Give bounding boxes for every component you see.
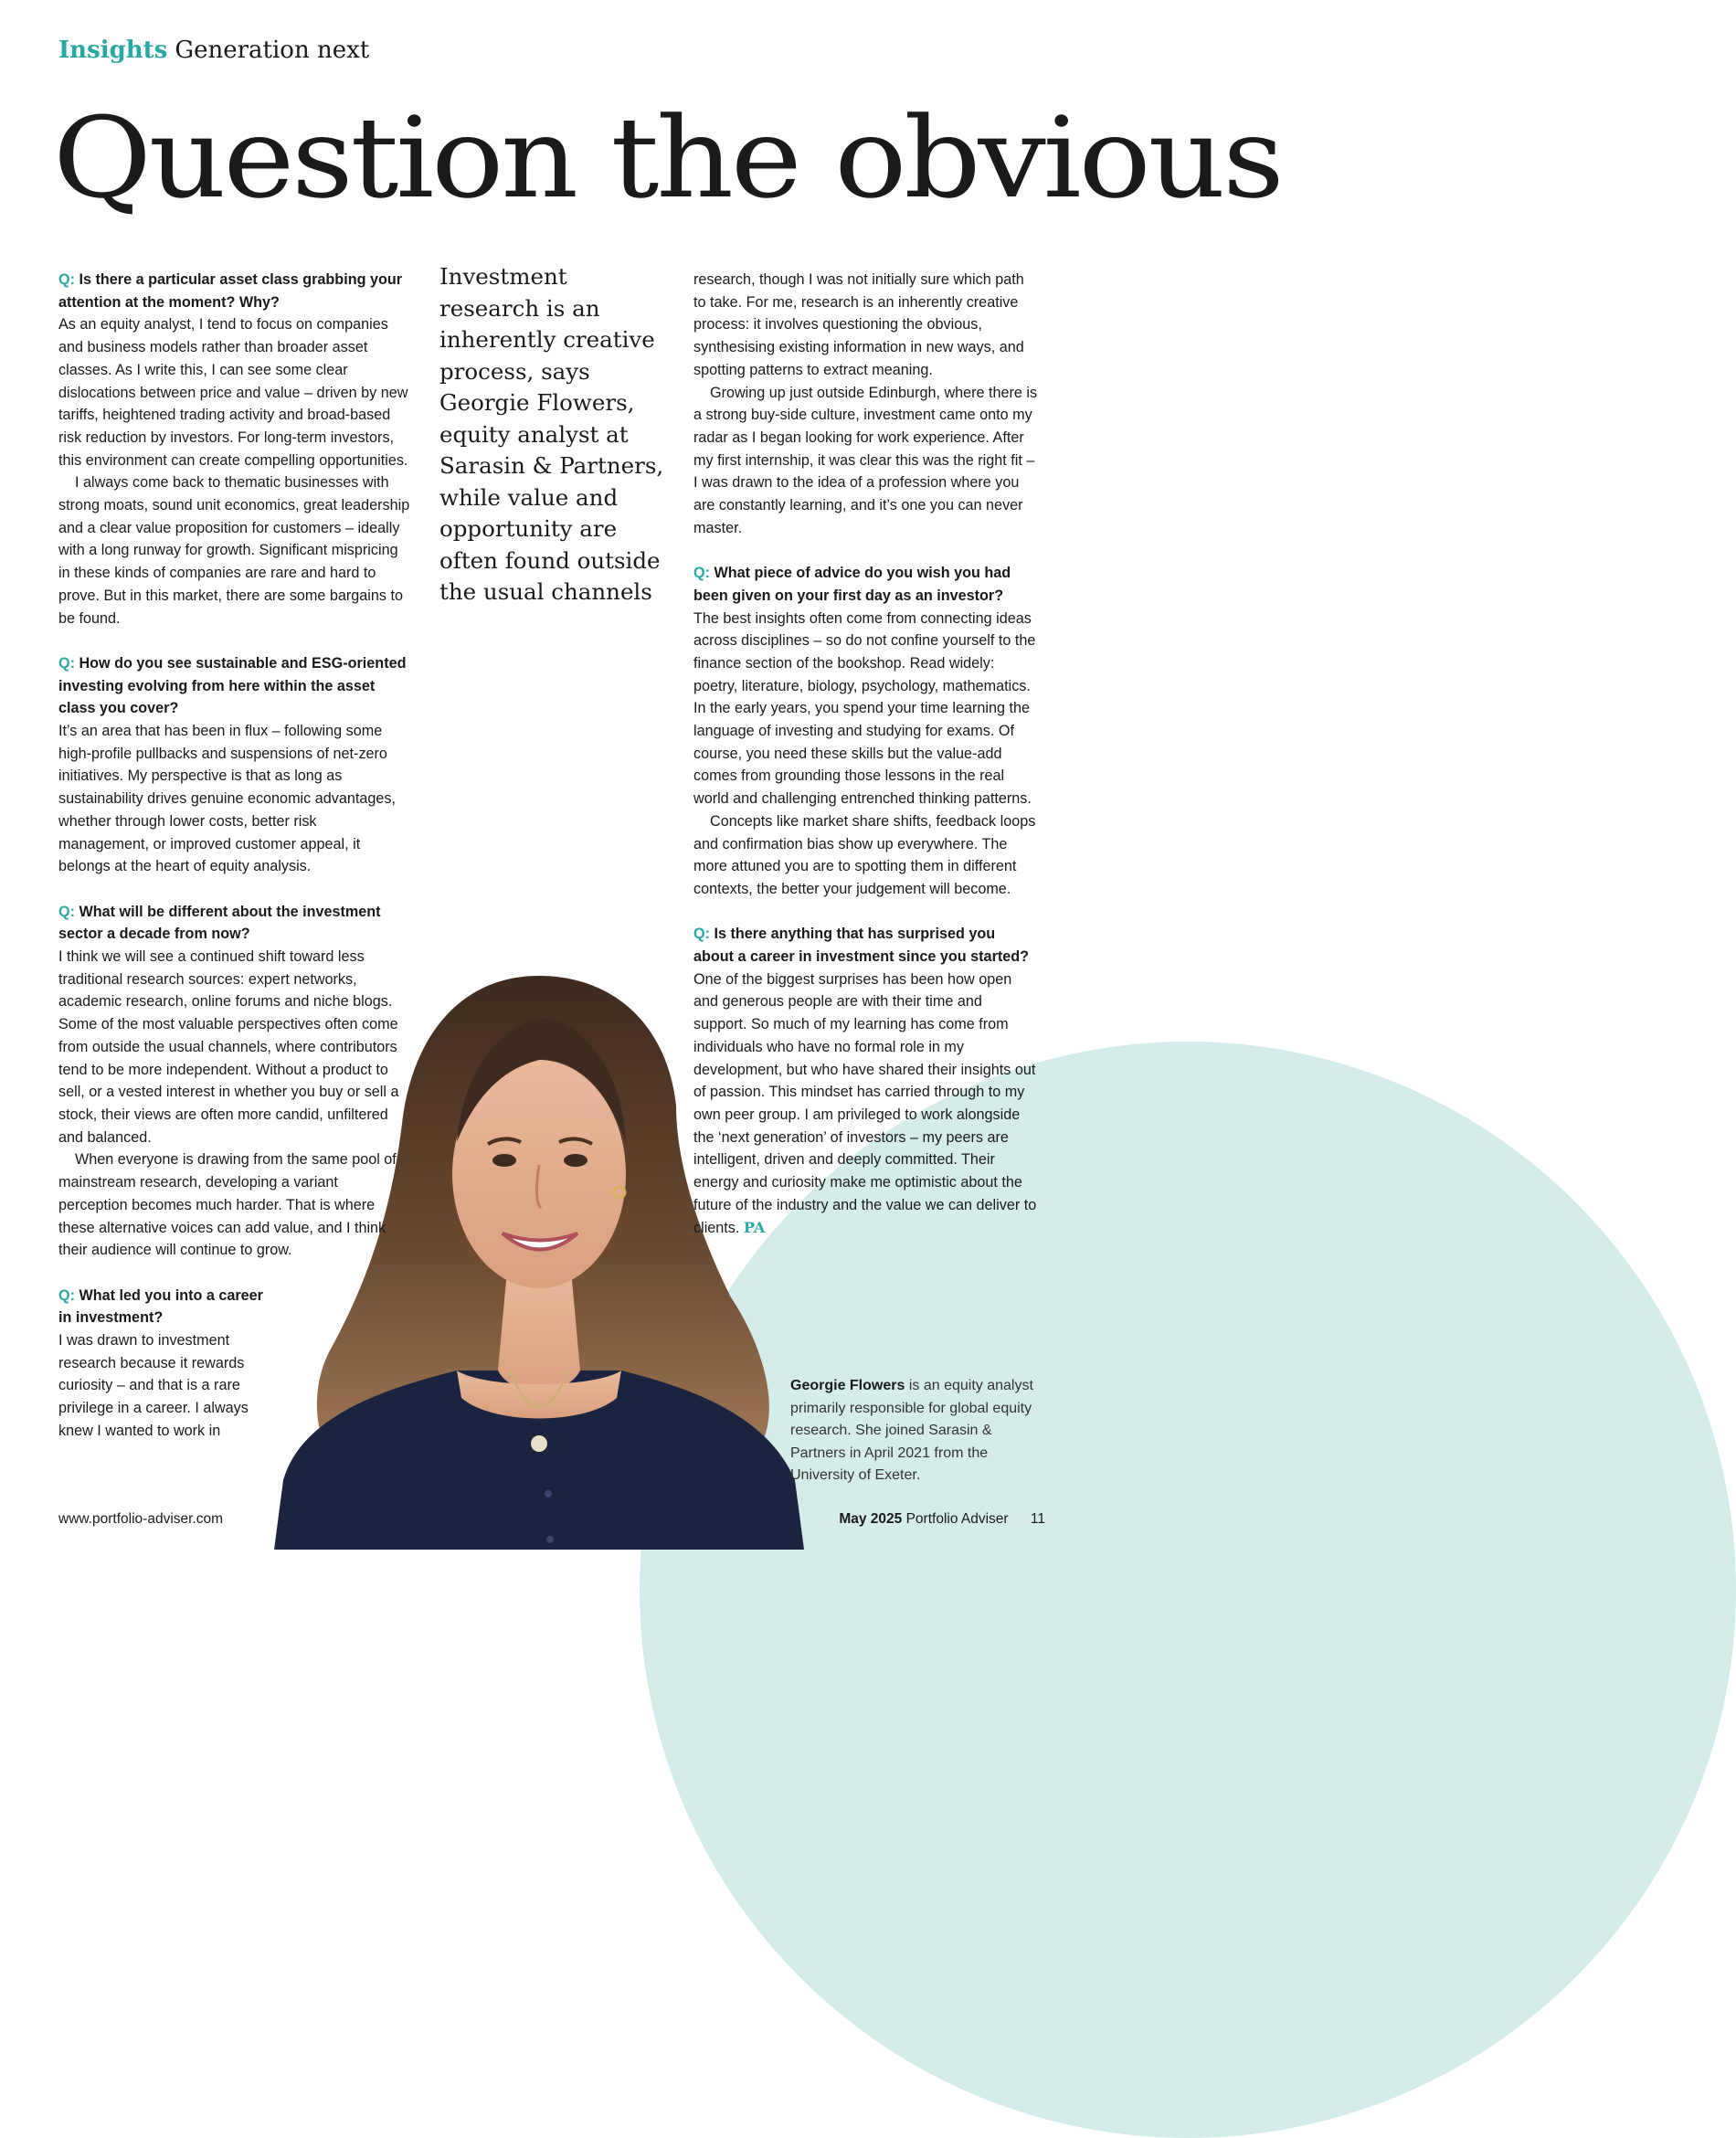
q-label: Q: (58, 903, 75, 920)
answer-paragraph: I always come back to thematic businesses with strong moats, sound unit economics, great leadership and a clear value proposition for customers – ideally with a long runway for growth. Significant mispricing in these kinds of companies are rare and hard to prove. But in this market, there are some bargains to be found. (58, 474, 410, 627)
q-label: Q: (58, 1286, 75, 1304)
author-bio (790, 1375, 1046, 1487)
page-number: 11 (1030, 1511, 1045, 1527)
answer-paragraph: When everyone is drawing from the same pool of mainstream research, developing a variant perception becomes much harder. That is where these alternative voices can add value, and I think their audience will continue to grow. (58, 1151, 397, 1259)
footer-url[interactable]: www.portfolio-adviser.com (58, 1511, 224, 1527)
article-column-left (58, 269, 410, 1443)
question-text: What led you into a career in investment? (58, 1286, 263, 1327)
answer-paragraph-continued: research, though I was not initially sure which path to take. For me, research is an inherently creative process: it involves questioning the obvious, synthesising existing information in new ways, and spotting patterns to extract meaning. (693, 271, 1024, 378)
answer-paragraph: I was drawn to investment research because it rewards curiosity – and that is a rare privilege in a career. I always knew I wanted to work in (58, 1332, 249, 1439)
q-label: Q: (693, 565, 710, 582)
question (58, 652, 410, 720)
answer-paragraph: It’s an area that has been in flux – following some high-profile pullbacks and suspensions of net-zero initiatives. My perspective is that as long as sustainability drives genuine economic advantages, whether through lower costs, better risk management, or improved customer appeal, it belongs at the heart of equity analysis. (58, 723, 396, 875)
question-text: Is there anything that has surprised you about a career in investment since you started? (693, 926, 1030, 966)
answer-text: One of the biggest surprises has been how open and generous people are with their time and support. So much of my learning has come from individuals who have no formal role in my development, but who have shared their insights out of passion. This mindset has carried through to my own peer group. I am privileged to work alongside the ‘next generation’ of investors – my peers are intelligent, driven and deeply committed. Their energy and curiosity make me optimistic about the future of the industry and the value we can deliver to clients. (693, 970, 1037, 1236)
answer-paragraph: As an equity analyst, I tend to focus on companies and business models rather than broader asset classes. As I write this, I can see some clear dislocations between price and value – driven by new tariffs, heightened trading activity and broad-based risk reduction by investors. For long-term investors, this environment can create compelling opportunities. (58, 316, 408, 469)
answer-paragraph: I think we will see a continued shift toward less traditional research sources: expert networks, academic research, online forums and niche blogs. Some of the most valuable perspectives often come from outside the usual channels, where contributors tend to be more independent. Without a product to sell, or a vested interest in whether you buy or sell a stock, their views are often more candid, unfiltered and balanced. (58, 948, 399, 1146)
question (58, 1285, 269, 1329)
footer-info (839, 1511, 1045, 1528)
bio-name: Georgie Flowers (790, 1378, 905, 1393)
article-column-right (693, 269, 1039, 1239)
answer-paragraph (693, 968, 1039, 1239)
question-text: What will be different about the investment sector a decade from now? (58, 903, 381, 943)
sign-off: PA (743, 1218, 766, 1236)
question-text: What piece of advice do you wish you had been given on your first day as an investor? (693, 565, 1011, 604)
publication-name: Portfolio Adviser (905, 1511, 1009, 1527)
answer-paragraph: The best insights often come from connecting ideas across disciplines – so do not confine yourself to the finance section of the bookshop. Read widely: poetry, literature, biology, psychology, mathematics. In the early years, you spend your time learning the language of investing and studying for exams. Of course, you need these skills but the value-add comes from grounding those lessons in the real world and challenging entrenched thinking patterns. (693, 609, 1036, 808)
q-label: Q: (58, 271, 75, 288)
topic-label: Generation next (175, 37, 370, 64)
answer-paragraph: Concepts like market share shifts, feedback loops and confirmation bias show up everywhere. The more attuned you are to spotting them in different contexts, the better your judgement will become. (693, 812, 1036, 897)
question (58, 269, 410, 313)
section-kicker (58, 37, 369, 64)
issue-date: May 2025 (839, 1511, 903, 1527)
section-label: Insights (58, 37, 168, 64)
bio-text: is an equity analyst primarily responsible for global equity research. She joined Sarasin & Partners in April 2021 from the University of Exeter. (790, 1378, 1033, 1483)
headline: Question the obvious (53, 93, 1282, 223)
question-text: Is there a particular asset class grabbing your attention at the moment? Why? (58, 271, 403, 311)
question (58, 901, 410, 946)
answer-paragraph: Growing up just outside Edinburgh, where there is a strong buy-side culture, investment came onto my radar as I began looking for work experience. After my first internship, it was clear this was the right fit – I was drawn to the idea of a profession where you are constantly learning, and it’s one you can never master. (693, 384, 1038, 536)
question (693, 562, 1039, 607)
question-text: How do you see sustainable and ESG-oriented investing evolving from here within the asset class you cover? (58, 654, 407, 717)
q-label: Q: (693, 926, 710, 943)
q-label: Q: (58, 654, 75, 672)
pull-quote: Investment research is an inherently creative process, says Georgie Flowers, equity analyst at Sarasin & Partners, while value and opportunity are often found outside the usual channels (439, 263, 664, 605)
question (693, 923, 1039, 968)
